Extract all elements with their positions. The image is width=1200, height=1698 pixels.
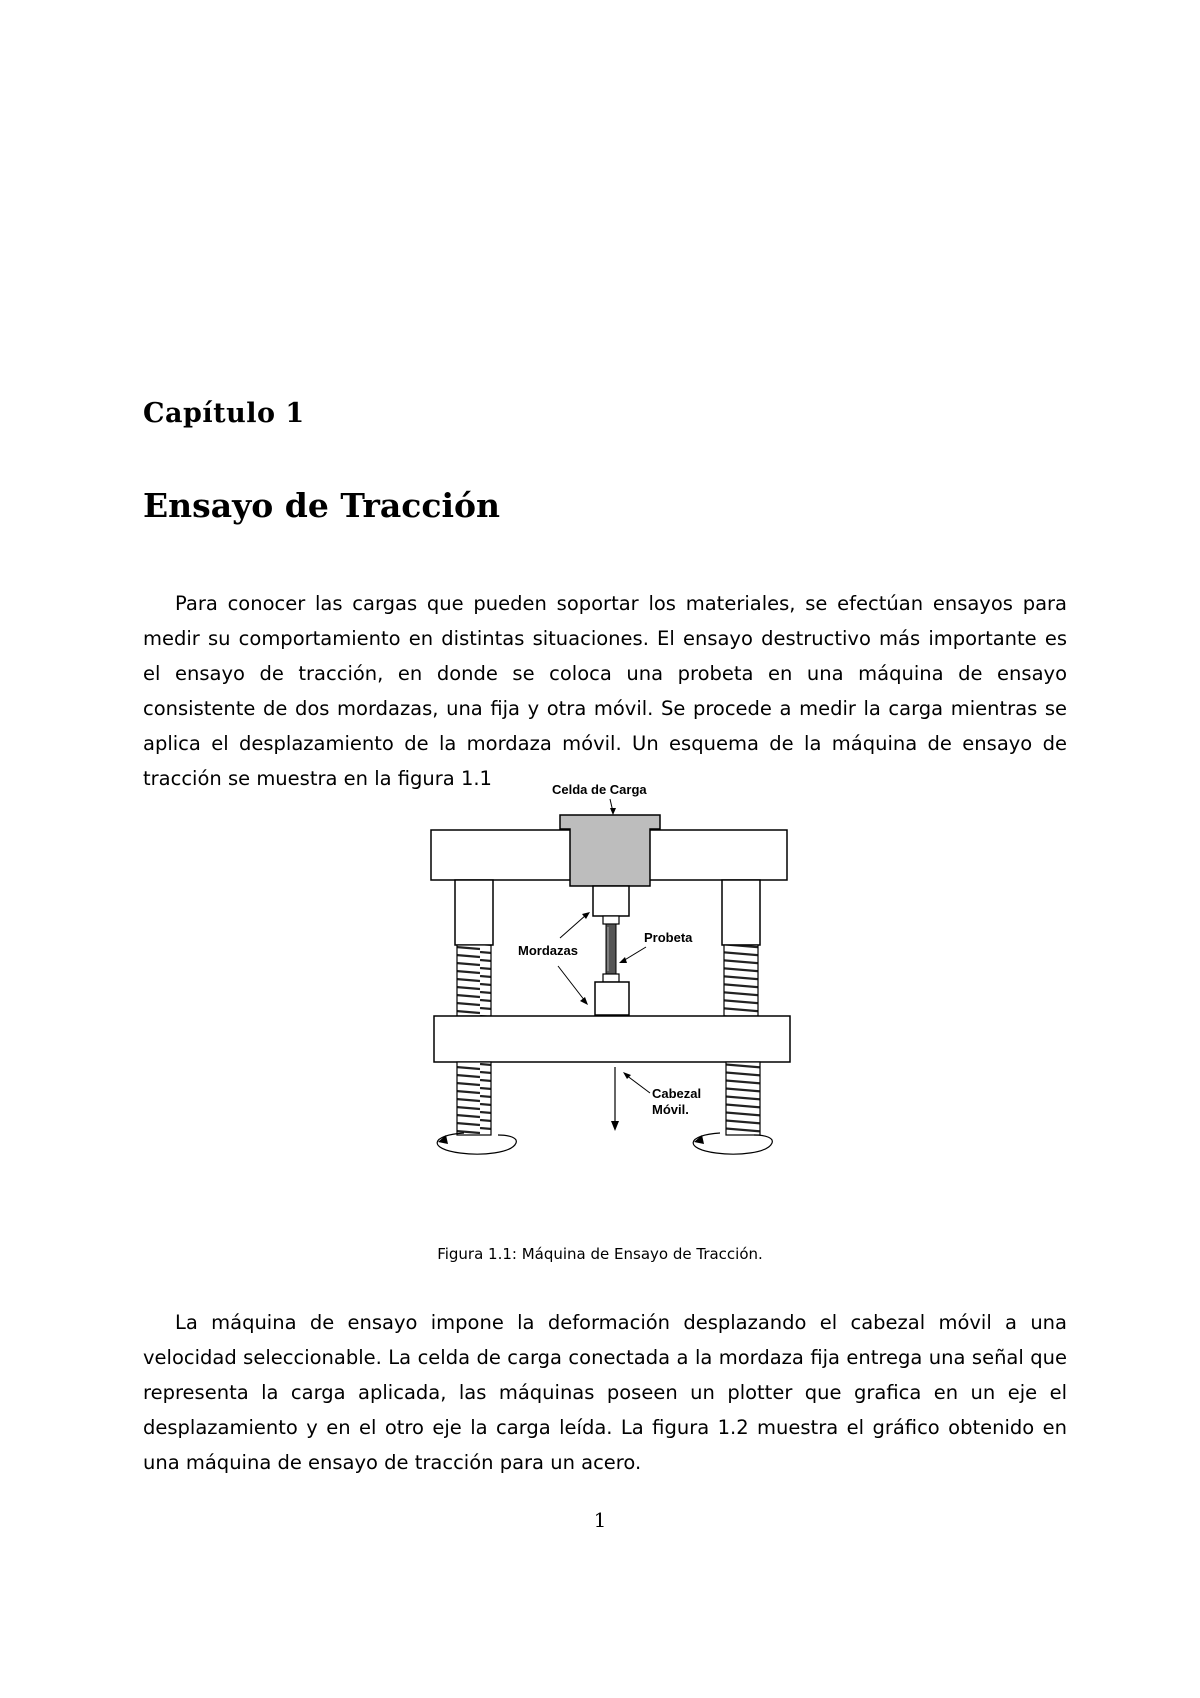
arrow-jaws-upper	[560, 915, 586, 938]
label-specimen: Probeta	[644, 930, 693, 945]
left-lower-screw	[457, 1062, 491, 1135]
right-rotation-arrow	[693, 1133, 772, 1154]
chapter-label: Capítulo 1	[143, 398, 305, 429]
left-upper-screw	[457, 945, 491, 1016]
load-cell	[560, 815, 660, 886]
label-jaws: Mordazas	[518, 943, 578, 958]
tensile-machine-diagram	[420, 775, 800, 1195]
lower-grip	[595, 982, 629, 1015]
tensile-machine-figure	[420, 775, 800, 1195]
paragraph-intro: Para conocer las cargas que pueden soportar los materiales, se efectúan ensayos para medir su comportamiento en distintas situaciones. El ensayo destructivo más importante es el ensayo de tracción, en donde se coloca una probeta en una máquina de ensayo consistente de dos mordazas, una fija y otra móvil. Se procede a medir la carga mientras se aplica el desplazamiento de la mordaza móvil. Un esquema de la máquina de ensayo de tracción se muestra en la figura 1.1	[143, 592, 1067, 790]
moving-crosshead	[434, 1016, 790, 1062]
right-lower-screw	[726, 1062, 760, 1135]
arrow-jaws-lower	[558, 966, 585, 1001]
chapter-title: Ensayo de Tracción	[143, 486, 500, 525]
label-load-cell: Celda de Carga	[552, 782, 647, 797]
left-column	[455, 880, 493, 945]
figure-caption: Figura 1.1: Máquina de Ensayo de Tracción.	[437, 1245, 763, 1263]
right-upper-screw	[724, 945, 758, 1016]
paragraph-machine: La máquina de ensayo impone la deformación desplazando el cabezal móvil a una velocidad seleccionable. La celda de carga conectada a la mordaza fija entrega una señal que representa la carga aplicada, las máquinas poseen un plotter que grafica en un eje el desplazamiento y en el otro eje la carga leída. La figura 1.2 muestra el gráfico obtenido en una máquina de ensayo de tracción para un acero.	[143, 1311, 1067, 1474]
right-column	[722, 880, 760, 945]
label-crosshead-1: Cabezal	[652, 1086, 702, 1101]
page-number: 1	[593, 1508, 607, 1532]
left-rotation-arrow	[437, 1133, 516, 1154]
upper-grip	[593, 886, 629, 916]
arrow-specimen	[623, 947, 646, 961]
label-crosshead-2: Móvil.	[652, 1102, 689, 1117]
